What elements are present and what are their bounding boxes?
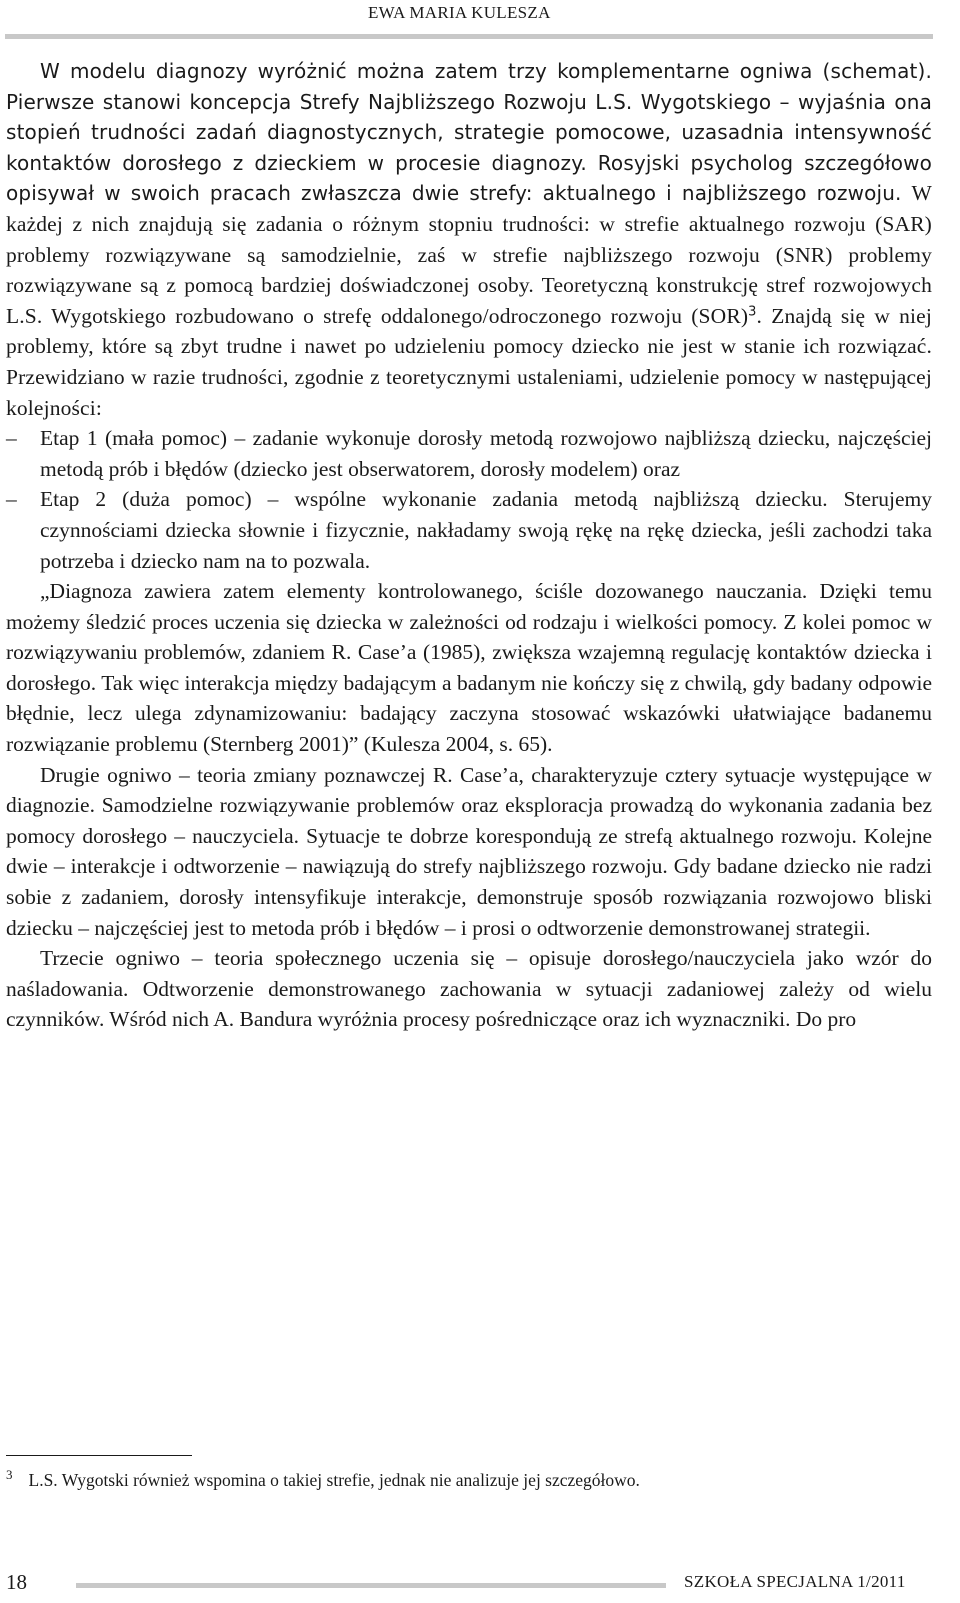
paragraph-three-links-intro [6, 56, 932, 423]
running-head [0, 0, 960, 40]
stage-list [6, 423, 932, 576]
main-text [6, 56, 932, 1035]
journal-name: SZKOŁA SPECJALNA 1/2011 [684, 1572, 906, 1591]
footer-rule [76, 1583, 666, 1588]
list-item [6, 484, 932, 576]
footnote-text: L.S. Wygotski również wspomina o takiej strefie, jednak nie analizuje jej szczegółowo. [28, 1470, 640, 1490]
list-dash: – [6, 487, 17, 512]
header-rule [5, 34, 933, 39]
paragraph-text: W modelu diagnozy wyróżnić można zatem trzy komplementarne ogniwa (schemat). Pierwsze stanowi koncepcja Strefy Najbliższego Rozwoju L.S. Wygotskiego – wyjaśnia ona stopień trudności zadań diagnostycznych, strategie pomocowe, uzasadnia intensywność kontaktów dorosłego z dzieckiem w procesie diagnozy. Rosyjski psycholog szczegółowo opisywał w swoich pracach zwłaszcza dwie strefy: aktualnego i najbliższego rozwoju. [6, 59, 932, 206]
list-item-text: Etap 2 (duża pomoc) – wspólne wykonanie zadania metodą najbliższą dziecku. Sterujemy czynnościami dziecka słownie i fizycznie, nakładamy swoją rękę na rękę dziecka, jeśli zachodzi taka potrzeba i dziecko nam na to pozwala. [40, 487, 932, 573]
footnote-reference: 3 [748, 304, 757, 320]
page-number: 18 [6, 1570, 27, 1594]
paragraph-third-link: Trzecie ogniwo – teoria społecznego uczenia się – opisuje dorosłego/nauczyciela jako wzór do naśladowania. Odtworzenie demonstrowanego zachowania w sytuacji zadaniowej zależy od wielu czynników. Wśród nich A. Bandura wyróżnia procesy pośredniczące oraz ich wyznaczniki. Do pro [6, 946, 932, 1032]
paragraph-text: . Znajdą się w niej problemy, które są zbyt trudne i nawet po udzieleniu pomocy dziecko nie jest w stanie ich rozwiązać. Przewidziano w razie trudności, zgodnie z teoretycznymi ustaleniami, udzielenie pomocy w następującej kolejności: [6, 303, 932, 420]
list-item-text: Etap 1 (mała pomoc) – zadanie wykonuje dorosły metodą rozwojowo najbliższą dziecku, najczęściej metodą prób i błędów (dziecko jest obserwatorem, dorosły modelem) oraz [40, 426, 932, 481]
running-head-author: EWA MARIA KULESZA [368, 3, 551, 22]
quote-paragraph: „Diagnoza zawiera zatem elementy kontrolowanego, ściśle dozowanego nauczania. Dzięki temu możemy śledzić proces uczenia się dziecka w zależności od rodzaju i wielkości pomocy. Z kolei pomoc w rozwiązywaniu problemów, zdaniem R. Case’a (1985), zwiększa wzajemną regulację kontaktów dziecka i dorosłego. Tak więc interakcja między badającym a badanym nie kończy się z chwilą, gdy badany odpowie błędnie, lecz ulega zdynamizowaniu: badający zaczyna stosować wskazówki ułatwiające badanemu rozwiązanie problemu (Sternberg 2001)” (Kulesza 2004, s. 65). [6, 579, 932, 757]
page-footer [0, 1560, 960, 1600]
list-item [6, 423, 932, 484]
list-dash: – [6, 426, 17, 451]
footnote-marker: 3 [6, 1467, 13, 1483]
footnote-rule [6, 1455, 192, 1456]
footnote [6, 1468, 932, 1492]
paragraph-text: W każdej z nich znajdują się zadania o różnym stopniu trudności: w strefie aktualnego rozwoju (SAR) problemy rozwiązywane są samodzielnie, zaś w strefie najbliższego rozwoju (SNR) problemy rozwiązywane są z pomocą bardziej doświadczonej osoby. Teoretyczną konstrukcję stref rozwojowych L.S. Wygotskiego rozbudowano o strefę oddalonego/odroczonego rozwoju (SOR) [6, 181, 932, 328]
paragraph-second-link: Drugie ogniwo – teoria zmiany poznawczej R. Case’a, charakteryzuje cztery sytuacje występujące w diagnozie. Samodzielne rozwiązywanie problemów oraz eksploracja prowadzą do wykonania zadania bez pomocy dorosłego – nauczyciela. Sytuacje te dobrze korespondują ze strefą aktualnego rozwoju. Kolejne dwie – interakcje i odtworzenie – nawiązują do strefy najbliższego rozwoju. Gdy badane dziecko nie radzi sobie z zadaniem, dorosły intensyfikuje interakcje, demonstruje sposób rozwiązania rozwojowo bliski dziecku – najczęściej jest to metoda prób i błędów – i prosi o odtworzenie demonstrowanej strategii. [6, 762, 932, 940]
